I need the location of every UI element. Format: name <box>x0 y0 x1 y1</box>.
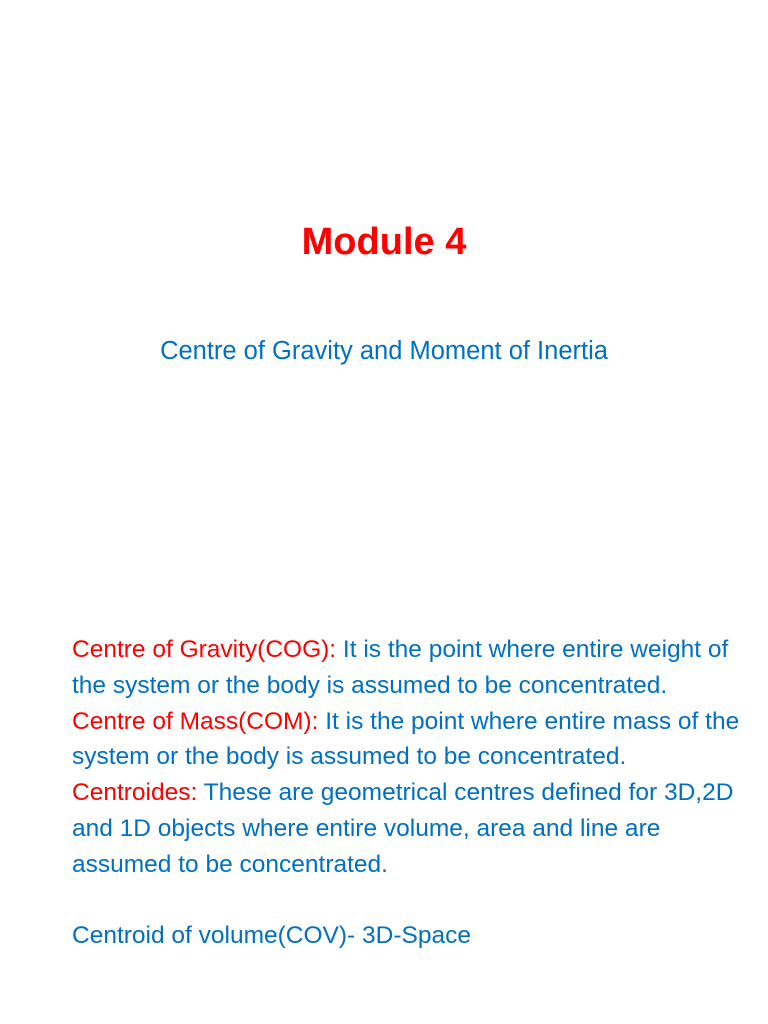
definition-text: It is the point where entire mass of the system or the body is assumed to be concentrated. <box>72 707 740 771</box>
slide-title: Module 4 <box>301 221 467 263</box>
centroid-volume-line: Centroid of volume(COV)- 3D-Space <box>72 922 471 950</box>
definition-com <box>72 704 752 776</box>
slide-subtitle: Centre of Gravity and Moment of Inertia <box>160 337 608 365</box>
definition-term: Centre of Gravity(COG): <box>72 636 337 663</box>
definition-text: These are geometrical centres defined for 3D,2D and 1D objects where entire volume, area and line are assumed to be concentrated. <box>72 779 734 878</box>
paragraph-spacer <box>72 883 752 919</box>
definitions-block <box>72 632 752 954</box>
definition-term: Centroides: <box>72 779 198 807</box>
definition-text: It is the point where entire weight of the system or the body is assumed to be concentrated. <box>72 636 729 699</box>
definition-cog <box>72 632 752 704</box>
definition-centroides <box>72 775 752 882</box>
definition-term: Centre of Mass(COM): <box>72 707 319 735</box>
